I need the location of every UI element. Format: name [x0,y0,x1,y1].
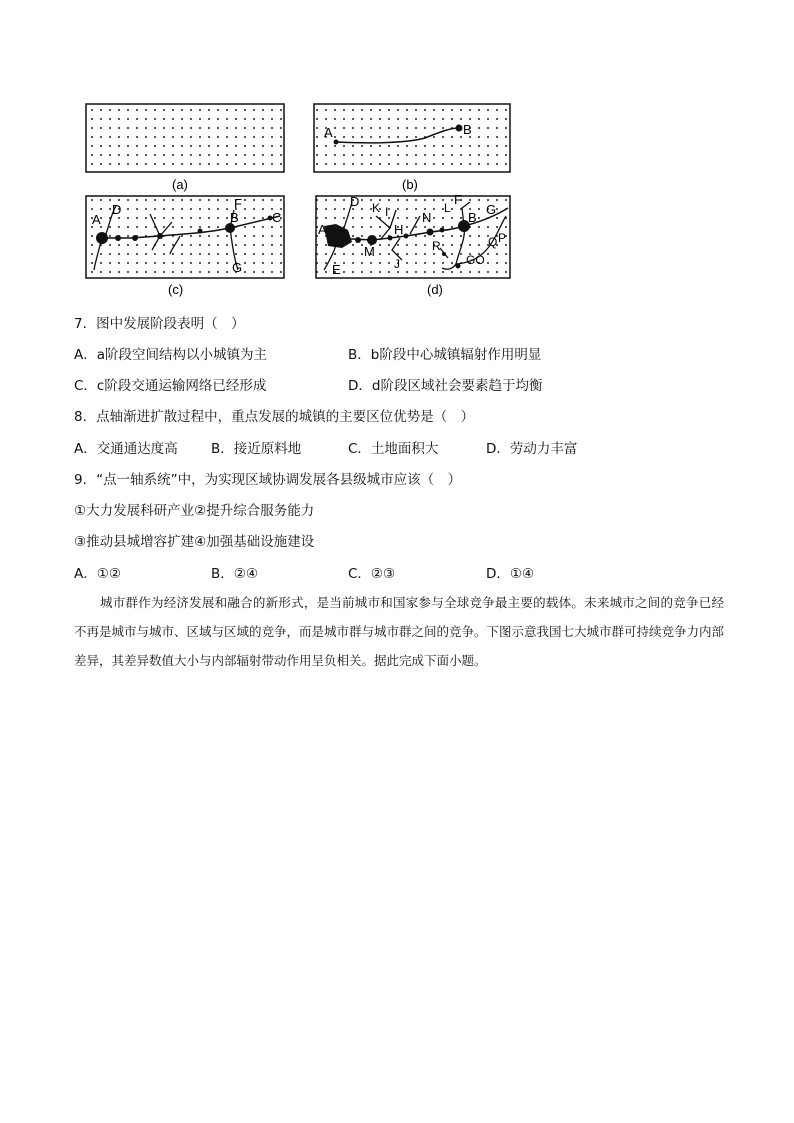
label-c-c: C [272,210,282,225]
caption-b: (b) [402,177,418,192]
reading-passage: 城市群作为经济发展和融合的新形式，是当前城市和国家参与全球竞争最主要的载体。未来城市之间的竞争已经不再是城市与城市、区域与区域的竞争，而是城市群与城市群之间的竞争。下图示意我国七大城市群可持续竞争力内部差异，其差异数值大小与内部辐射带动作用呈负相关。据此完成下面小题。 [74,595,725,668]
label-b-b: B [463,122,472,137]
label-d-h: H [394,222,404,237]
label-d-b: B [468,210,477,225]
panel-a [86,104,284,172]
q7-option-c[interactable]: C．c阶段交通运输网络已经形成 [74,378,267,394]
label-b-a: A [324,125,333,140]
q9-option-c[interactable]: C．②③ [348,566,396,582]
label-d-f: F [454,192,462,207]
label-d-m: M [364,244,375,259]
label-d-e: E [332,262,341,277]
label-d-i: I [385,205,389,219]
caption-c: (c) [168,282,184,297]
q9-stem: 9．“点一轴系统”中，为实现区域协调发展各县级城市应该（ ） [74,472,462,488]
caption-a: (a) [172,177,188,192]
stage-diagrams [80,98,520,298]
q7-stem: 7．图中发展阶段表明（ ） [74,316,245,332]
q8-option-c[interactable]: C．土地面积大 [348,441,439,457]
q8-option-d[interactable]: D．劳动力丰富 [486,441,578,457]
q9-option-d[interactable]: D．①④ [486,566,535,582]
q9-statements-2: ③推动县城增容扩建④加强基础设施建设 [74,534,315,550]
label-d-a: A [318,222,327,237]
label-c-b: B [230,210,239,225]
label-d-n: N [422,210,432,225]
label-c-d: D [112,202,122,217]
q7-option-a[interactable]: A．a阶段空间结构以小城镇为主 [74,347,268,363]
q9-option-b[interactable]: B．②④ [211,566,258,582]
q9-statements-1: ①大力发展科研产业②提升综合服务能力 [74,503,315,519]
q8-option-a[interactable]: A．交通通达度高 [74,441,178,457]
q8-option-b[interactable]: B．接近原料地 [211,441,302,457]
q9-option-a[interactable]: A．①② [74,566,121,582]
label-d-r: R [432,239,441,253]
label-c-f: F [234,196,242,211]
label-d-k: K [372,201,381,215]
label-c-a: A [92,212,101,227]
stage-diagrams-svg [80,98,520,298]
caption-d: (d) [427,282,443,297]
q7-option-d[interactable]: D．d阶段区域社会要素趋于均衡 [348,378,543,394]
label-c-g: G [232,260,243,275]
label-d-d: D [350,194,360,209]
q8-stem: 8．点轴渐进扩散过程中，重点发展的城镇的主要区位优势是（ ） [74,409,475,425]
label-d-j: J [394,257,400,271]
q7-option-b[interactable]: B．b阶段中心城镇辐射作用明显 [348,347,542,363]
label-d-go: GO [466,253,485,267]
label-d-p: P [498,231,507,245]
label-d-l: L [444,201,451,215]
panel-b [314,104,510,172]
label-d-g: G [486,202,497,217]
label-d-q: Q [488,235,498,249]
